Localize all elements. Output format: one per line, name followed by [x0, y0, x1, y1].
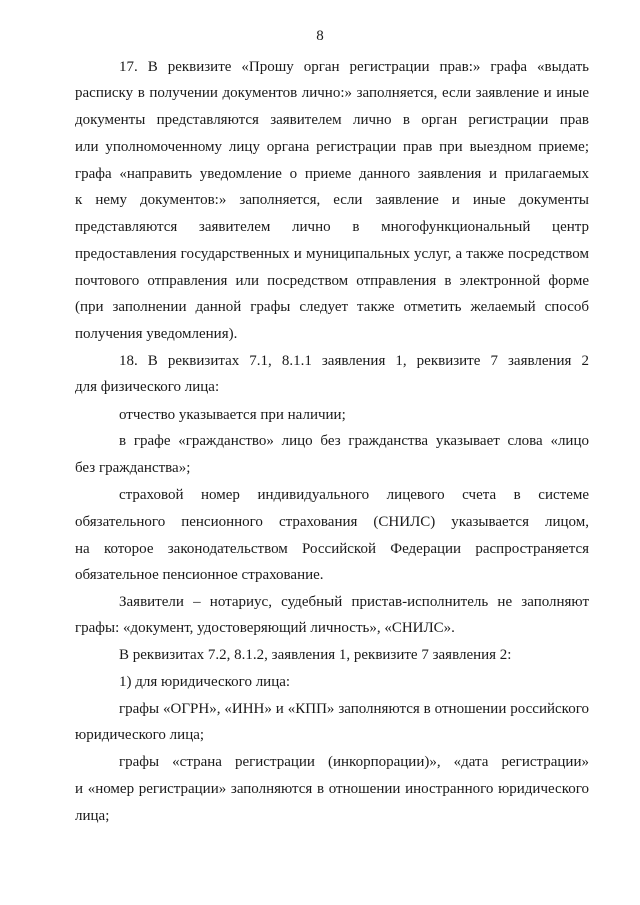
text-line: 17. В реквизите «Прошу орган регистрации прав:» графа «выдать — [119, 59, 589, 75]
text-line: предоставления государственных и муниципальных услуг, а также посредством — [75, 246, 589, 262]
text-line: к нему документов:» заполняется, если заявление и иные документы — [75, 192, 589, 208]
text-line: получения уведомления). — [75, 326, 238, 342]
text-line: (при заполнении данной графы следует также отметить желаемый способ — [75, 299, 589, 315]
text-line: графы «страна регистрации (инкорпорации)», «дата регистрации» — [119, 754, 589, 770]
text-line: юридического лица; — [75, 727, 205, 743]
text-line: 1) для юридического лица: — [119, 674, 291, 690]
text-line: и «номер регистрации» заполняются в отношении иностранного юридического — [75, 781, 589, 797]
text-line: графы: «документ, удостоверяющий личность», «СНИЛС». — [75, 620, 455, 636]
text-line: графы «ОГРН», «ИНН» и «КПП» заполняются в отношении российского — [119, 701, 589, 717]
text-line: расписку в получении документов лично:» заполняется, если заявление и иные — [75, 85, 589, 101]
text-line: страховой номер индивидуального лицевого счета в системе — [119, 487, 589, 503]
text-line: в графе «гражданство» лицо без гражданства указывает слова «лицо — [119, 433, 589, 449]
text-line: для физического лица: — [75, 379, 220, 395]
text-line: или уполномоченному лицу органа регистрации прав при выездном приеме; — [75, 139, 589, 155]
text-line: Заявители – нотариус, судебный пристав-исполнитель не заполняют — [119, 594, 589, 610]
text-line: почтового отправления или посредством отправления в электронной форме — [75, 273, 589, 289]
text-line: В реквизитах 7.2, 8.1.2, заявления 1, реквизите 7 заявления 2: — [119, 647, 512, 663]
page-number: 8 — [316, 28, 324, 44]
text-line: обязательного пенсионного страхования (СНИЛС) указывается лицом, — [75, 514, 589, 530]
text-line: без гражданства»; — [75, 460, 191, 476]
text-line: 18. В реквизитах 7.1, 8.1.1 заявления 1, реквизите 7 заявления 2 — [119, 353, 589, 369]
text-line: представляются заявителем лично в многофункциональный центр — [75, 219, 589, 235]
text-line: на которое законодательством Российской Федерации распространяется — [75, 541, 589, 557]
text-line: документы представляются заявителем лично в орган регистрации прав — [75, 112, 589, 128]
text-line: отчество указывается при наличии; — [119, 407, 346, 423]
text-line: графа «направить уведомление о приеме данного заявления и прилагаемых — [75, 166, 589, 182]
text-line: обязательное пенсионное страхование. — [75, 567, 324, 583]
text-line: лица; — [75, 808, 110, 824]
